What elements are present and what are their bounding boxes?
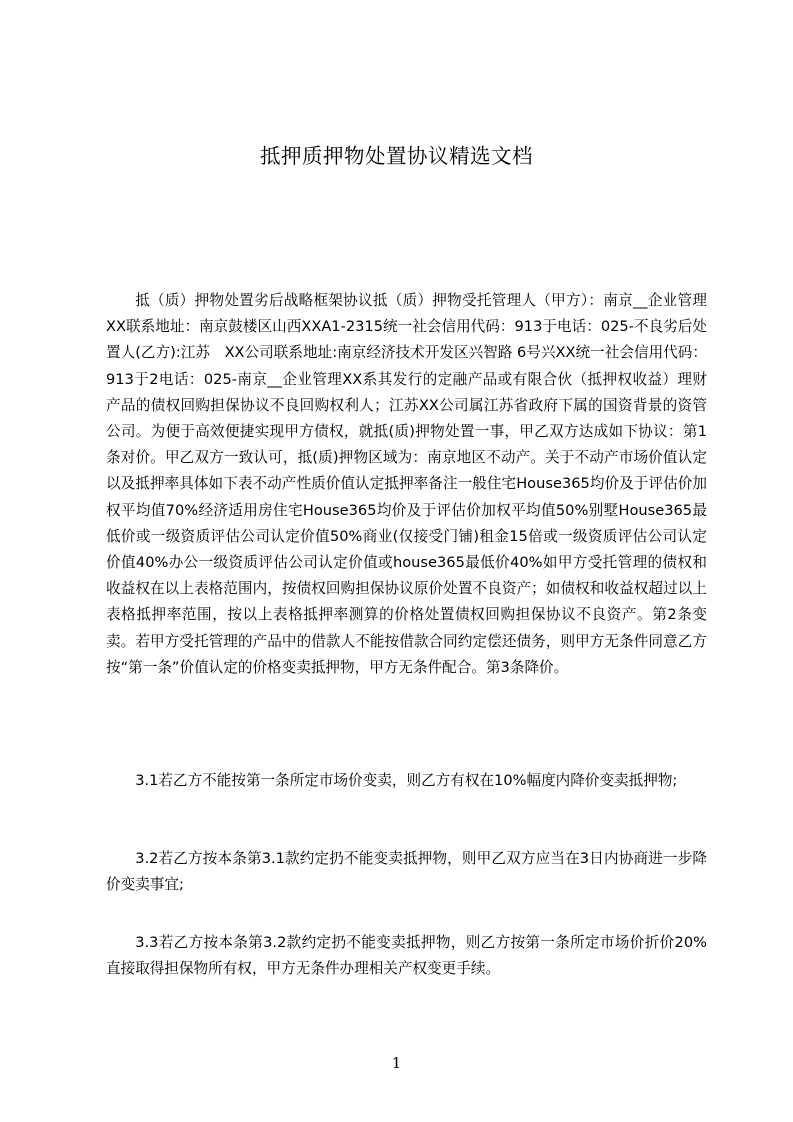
clause-3-2-paragraph: 3.2若乙方按本条第3.1款约定扔不能变卖抵押物，则甲乙双方应当在3日内协商进一步降价变卖事宜; bbox=[106, 850, 707, 894]
clause-3-3-paragraph: 3.3若乙方按本条第3.2款约定扔不能变卖抵押物，则乙方按第一条所定市场价折价20%直接取得担保物所有权，甲方无条件办理相关产权变更手续。 bbox=[106, 934, 707, 978]
main-paragraph: 抵（质）押物处置劣后战略框架协议抵（质）押物受托管理人（甲方）：南京__企业管理XX联系地址：南京鼓楼区山西XXA1-2315统一社会信用代码：913于电话：025-不良劣后处置人(乙方):江苏 XX公司联系地址:南京经济技术开发区兴智路 6号兴XX统一社会信用代码：913于2电话：025-南京__企业管理XX系其发行的定融产品或有限合伙（抵押权收益）理财产品的债权回购担保协议不良回购权利人；江苏XX公司属江苏省政府下属的国资背景的资管公司。为便于高效便捷实现甲方债权，就抵(质)押物处置一事，甲乙双方达成如下协议：第1条对价。甲乙双方一致认可，抵(质)押物区域为：南京地区不动产。关于不动产市场价值认定以及抵押率具体如下表不动产性质价值认定抵押率备注一般住宅House365均价及于评估价加权平均值70%经济适用房住宅House365均价及于评估价加权平均值50%别墅House365最低价或一级资质评估公司认定价值50%商业(仅接受门铺)租金15倍或一级资质评估公司认定价值40%办公一级资质评估公司认定价值或house365最低价40%如甲方受托管理的债权和收益权在以上表格范围内，按债权回购担保协议原价处置不良资产；如债权和收益权超过以上表格抵押率范围，按以上表格抵押率测算的价格处置债权回购担保协议不良资产。第2条变卖。若甲方受托管理的产品中的借款人不能按借款合同约定偿还债务，则甲方无条件同意乙方按“第一条”价值认定的价格变卖抵押物，甲方无条件配合。第3条降价。 bbox=[106, 292, 707, 676]
document-title: 抵押质押物处置协议精选文档 bbox=[260, 144, 533, 168]
page-number: 1 bbox=[391, 1054, 402, 1072]
clause-3-1-paragraph: 3.1若乙方不能按第一条所定市场价变卖，则乙方有权在10%幅度内降价变卖抵押物; bbox=[135, 772, 678, 789]
